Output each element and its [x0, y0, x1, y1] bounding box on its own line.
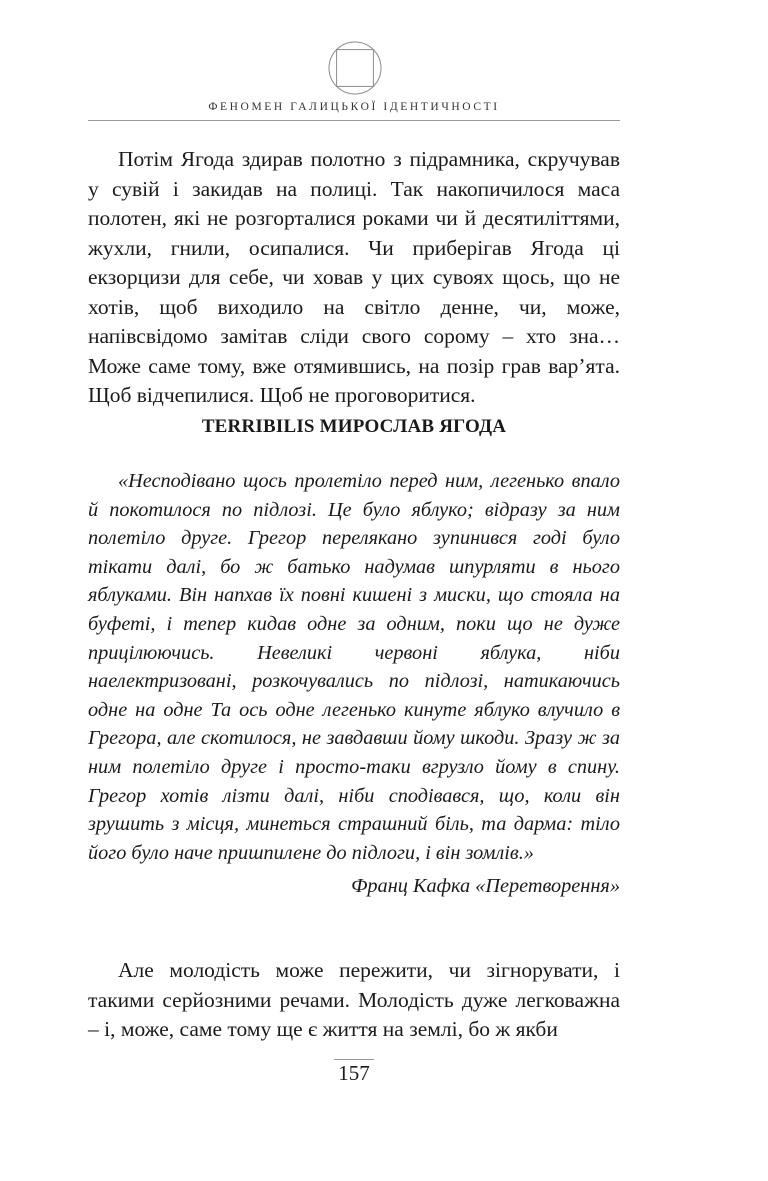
circle-square-emblem-icon: [327, 40, 383, 96]
body-paragraph-1: Потім Ягода здирав полотно з підрамника, скручував у сувій і закидав на полиці. Так накопичилося маса полотен, які не розгорталися роками чи й десятиліттями, жухли, гнили, осипалися. Чи приберігав Ягода ці екзорцизи для себе, чи ховав у цих сувоях щось, що не хотів, щоб виходило на світло денне, чи, може, напівсвідомо замітав сліди свого сорому – хто зна… Може саме тому, вже отямившись, на позір грав вар’ята. Щоб відчепилися. Щоб не проговоритися.: [88, 147, 620, 407]
epigraph-quote: «Несподівано щось пролетіло перед ним, легенько впало й покотилося по підлозі. Це було яблуко; відразу за ним полетіло друге. Грегор перелякано зупинився годі було тікати далі, бо ж батько надумав шпурляти в нього яблуками. Він напхав їх повні кишені з миски, що стояла на буфеті, і тепер кидав одне за одним, поки що не дуже прицілюючись. Невеликі червоні яблука, ніби наелектризовані, розкочувались по підлозі, натикаючись одне на одне Та ось одне легенько кинуте яблуко влучило в Грегора, але скотилося, не завдавши йому шкоди. Зразу ж за ним полетіло друге і просто-таки вгрузло йому в спину. Грегор хотів лізти далі, ніби сподівався, що, коли він зрушить з місця, минеться страшний біль, та дарма: тіло його було наче пришпилене до підлоги, і він зомлів.»: [88, 470, 620, 864]
running-head: ФЕНОМЕН ГАЛИЦЬКОЇ ІДЕНТИЧНОСТІ: [208, 101, 500, 113]
header-divider: [88, 120, 620, 121]
page-number-rule: [334, 1059, 374, 1060]
epigraph-attribution: Франц Кафка «Перетворення»: [351, 875, 620, 897]
page-number: 157: [338, 1061, 370, 1085]
section-title: TERRIBILIS МИРОСЛАВ ЯГОДА: [201, 416, 507, 437]
body-paragraph-2: Але молодість може пережити, чи зігнорувати, і такими серйозними речами. Молодість дуже легковажна – і, може, саме тому ще є життя на землі, бо ж якби: [88, 958, 620, 1041]
